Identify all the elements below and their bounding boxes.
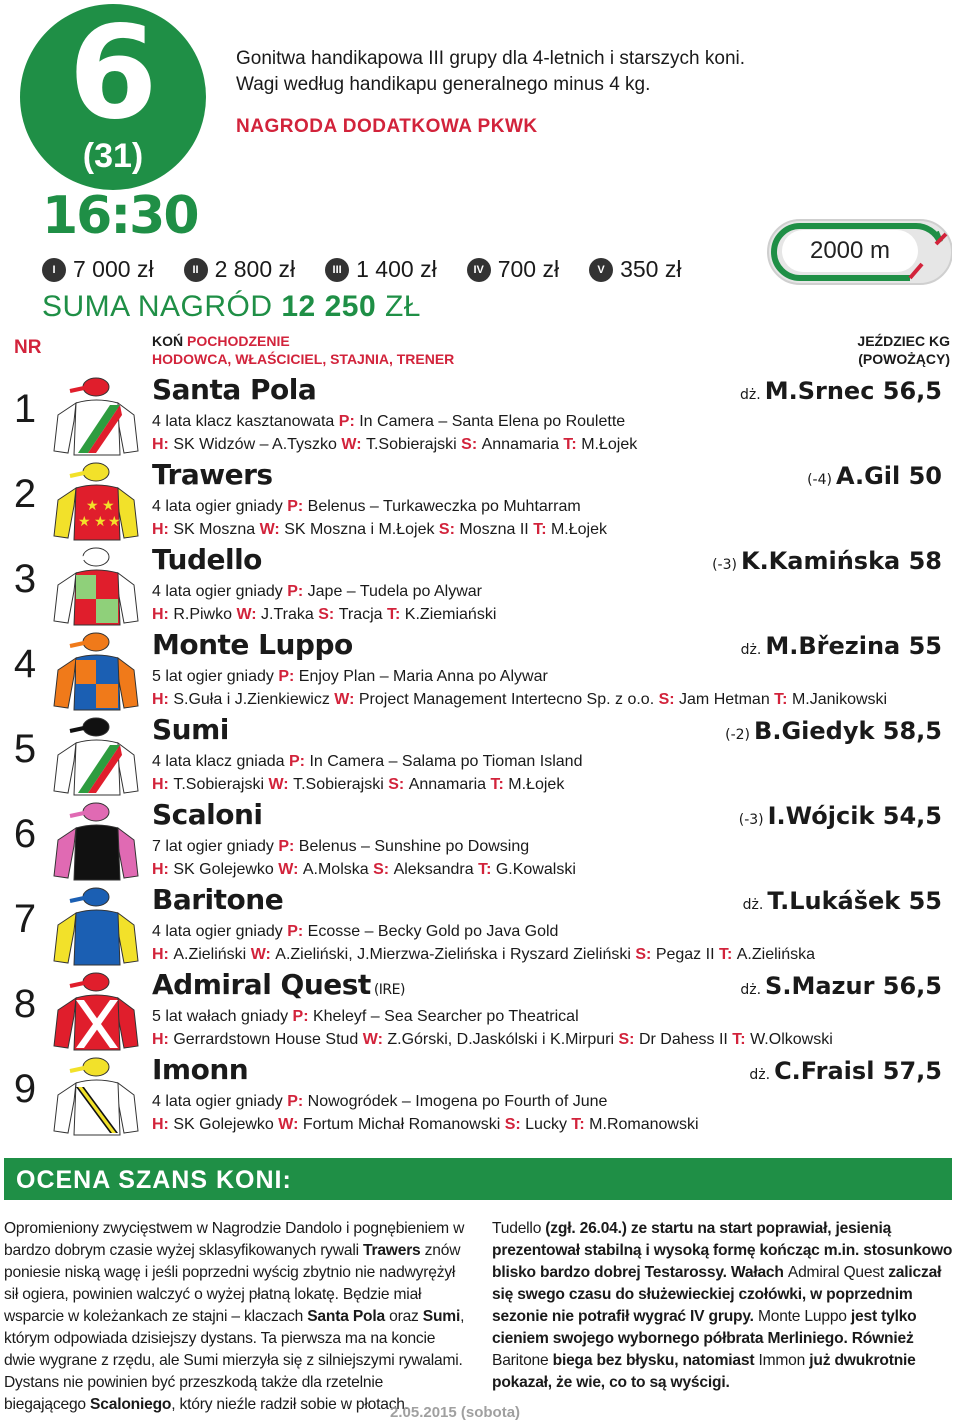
breeder: S.Guła i J.Zienkiewicz	[173, 691, 335, 708]
owner: SK Moszna i M.Łojek	[284, 521, 439, 538]
horse-name-text: Sumi	[152, 713, 229, 746]
pedigree: Ecosse – Becky Gold po Java Gold	[307, 923, 559, 940]
svg-text:★: ★	[86, 497, 99, 513]
horse-age-sex: 4 lata ogier gniady	[152, 1093, 288, 1110]
svg-text:★: ★	[94, 513, 107, 529]
sum-value: 12 250	[281, 290, 377, 323]
jockey-weight	[741, 632, 942, 660]
label-w: W:	[259, 521, 285, 538]
jockey-weight	[749, 1057, 942, 1085]
pedigree: In Camera – Santa Elena po Roulette	[359, 413, 626, 430]
header-jockey	[857, 332, 950, 368]
header-horse-line2: HODOWCA, WŁAŚCICIEL, STAJNIA, TRENER	[152, 351, 455, 367]
label-t: T:	[718, 946, 737, 963]
horse-name	[152, 713, 232, 746]
horse-name	[152, 458, 276, 491]
ocena-text: oraz	[384, 1308, 423, 1325]
horse-mention: już dwukrotnie pokazał, że wie, co to są wyścigi.	[492, 1352, 916, 1391]
runner-row	[0, 800, 960, 885]
jockey-silks-icon	[48, 970, 140, 1054]
horse-age-sex: 4 lata klacz gniada	[152, 753, 289, 770]
ocena-text: , którym odpowiada dzisiejszy dystans. Ta pierwsza ma na koncie dwie wygrane z rzędu, ale Sumi mierzyła się z silniejszymi rywalami. Dystans nie powinien być przeszkodą także dla rzetelnie biegającego	[4, 1308, 465, 1413]
stable: Pegaz II	[655, 946, 719, 963]
prize-5	[589, 256, 681, 283]
pedigree-line	[152, 413, 625, 431]
jockey-prefix: (-4)	[807, 472, 832, 488]
breeder: T.Sobierajski	[173, 776, 269, 793]
race-desc-line1: Gonitwa handikapowa III grupy dla 4-letnich i starszych koni.	[236, 48, 746, 69]
jockey-silks-icon	[48, 715, 140, 799]
jockey-weight	[743, 887, 942, 915]
trainer: M.Romanowski	[589, 1116, 699, 1133]
horse-name	[152, 798, 266, 831]
ocena-left-text	[4, 1218, 466, 1416]
horse-name-text: Baritone	[152, 883, 284, 916]
prize-value: 350 zł	[620, 256, 682, 282]
horse-age-sex: 7 lat ogier gniady	[152, 838, 279, 855]
runner-row	[0, 630, 960, 715]
roman-badge: III	[325, 258, 349, 282]
prize-4	[467, 256, 559, 283]
runner-row	[0, 1055, 960, 1140]
track-icon	[760, 214, 952, 290]
ocena-text: znów poniesie niską wagę i jeśli poprzedni wyścig zbytnio nie nadwyrężył sił ogiera, powinien walczyć o wyżej płatną lokatę. Będzie miał wsparcie w koleżankach ze stajni – klaczach	[4, 1242, 461, 1325]
horse-age-sex: 4 lata ogier gniady	[152, 923, 288, 940]
horse-mention: (zgł. 26.04.) ze startu na start poprawiał, jesienią prezentował stabilną i wysoką formę kończąc m.in. stosunkowo blisko bardzo dobrej Testarossy. Wałach	[492, 1220, 953, 1281]
runner-number: 7	[13, 897, 37, 941]
race-time: 16:30	[42, 186, 198, 246]
ocena-text: Monte Luppo	[757, 1308, 847, 1325]
jockey-prefix: dż.	[740, 982, 762, 998]
svg-text:★: ★	[108, 513, 121, 529]
runner-row	[0, 715, 960, 800]
owner-line	[152, 861, 576, 879]
owner: J.Traka	[261, 606, 319, 623]
header-nr: NR	[14, 337, 42, 358]
jockey-name: I.Wójcik 54,5	[767, 802, 942, 830]
label-w: W:	[362, 1031, 388, 1048]
header-horse-b: POCHODZENIE	[187, 333, 290, 349]
label-w: W:	[334, 691, 359, 708]
roman-badge: V	[589, 258, 613, 282]
pedigree-line	[152, 923, 558, 941]
breeder: A.Zieliński	[173, 946, 251, 963]
label-p: P:	[338, 413, 360, 430]
jockey-name: M.Březina 55	[765, 632, 942, 660]
ocena-text: Immon	[758, 1352, 806, 1369]
horse-age-sex: 4 lata klacz kasztanowata	[152, 413, 339, 430]
ocena-text: Tudello	[492, 1220, 542, 1237]
horse-name	[152, 628, 356, 661]
pedigree-line	[152, 498, 581, 516]
pedigree: Jape – Tudela po Alywar	[307, 583, 482, 600]
race-number: 6	[68, 0, 158, 148]
owner-line	[152, 946, 815, 964]
jockey-weight	[739, 802, 942, 830]
pedigree: Kheleyf – Sea Searcher po Theatrical	[312, 1008, 579, 1025]
roman-badge: I	[42, 258, 66, 282]
label-w: W:	[268, 776, 294, 793]
runner-number: 2	[13, 472, 37, 516]
label-s: S:	[388, 776, 409, 793]
ocena-text: Opromieniony zwycięstwem w Nagrodzie Dandolo i pognębieniem w bardzo dobrym czasie wyżej sklasyfikowanych rywali	[4, 1220, 465, 1259]
stable: Dr Dahess II	[638, 1031, 733, 1048]
stable: Aleksandra	[393, 861, 479, 878]
jockey-name: M.Srnec 56,5	[764, 377, 942, 405]
prize-value: 1 400 zł	[356, 256, 437, 282]
trainer: W.Olkowski	[750, 1031, 833, 1048]
trainer: K.Ziemiański	[404, 606, 497, 623]
jockey-weight	[712, 547, 942, 575]
jockey-weight	[740, 377, 942, 405]
runner-row	[0, 460, 960, 545]
label-t: T:	[732, 1031, 751, 1048]
runner-row	[0, 885, 960, 970]
horse-mention: jest tylko cieniem swojego wybornego półbrata Merliniego. Również	[492, 1308, 917, 1347]
ocena-text: Admiral Quest	[787, 1264, 885, 1281]
horse-name-text: Admiral Quest	[152, 968, 371, 1001]
stable: Jam Hetman	[679, 691, 775, 708]
breeder: SK Golejewko	[173, 1116, 279, 1133]
owner-line	[152, 606, 496, 624]
runner-number: 3	[13, 557, 37, 601]
label-t: T:	[533, 521, 551, 538]
owner: Fortum Michał Romanowski	[302, 1116, 505, 1133]
prize-3	[325, 256, 437, 283]
jockey-silks-icon	[48, 1055, 140, 1139]
label-s: S:	[618, 1031, 639, 1048]
label-h: H:	[152, 1031, 174, 1048]
horse-age-sex: 5 lat wałach gniady	[152, 1008, 293, 1025]
jockey-name: C.Fraisl 57,5	[774, 1057, 942, 1085]
jockey-prefix: (-2)	[725, 727, 751, 743]
jockey-name: K.Kamińska 58	[740, 547, 942, 575]
horse-age-sex: 4 lata ogier gniady	[152, 498, 288, 515]
horse-mention: biega bez błysku, natomiast	[548, 1352, 759, 1369]
owner-line	[152, 436, 637, 454]
label-w: W:	[341, 436, 366, 453]
runner-number: 6	[13, 812, 37, 856]
trainer: M.Janikowski	[791, 691, 888, 708]
label-s: S:	[635, 946, 656, 963]
horse-mention: zaliczał się swego czasu do służewieckiej czołówki, w poprzednim sezonie nie potrafił wygrać IV grupy.	[492, 1264, 942, 1325]
pedigree-line	[152, 668, 548, 686]
owner: T.Sobierajski	[365, 436, 462, 453]
race-number-badge	[20, 0, 206, 190]
runner-row	[0, 375, 960, 460]
horse-name	[152, 883, 286, 916]
runner-number: 8	[13, 982, 37, 1026]
horse-name	[152, 543, 265, 576]
label-p: P:	[288, 753, 310, 770]
label-s: S:	[461, 436, 482, 453]
jockey-silks-icon	[48, 545, 140, 629]
jockey-name: A.Gil 50	[835, 462, 942, 490]
horse-name	[152, 373, 319, 406]
label-h: H:	[152, 1116, 174, 1133]
pedigree: Belenus – Sunshine po Dowsing	[298, 838, 530, 855]
horse-mention: Trawers	[362, 1242, 421, 1259]
ocena-text: Baritone	[492, 1352, 549, 1369]
race-description	[236, 46, 745, 98]
header-horse-a: KOŃ	[152, 333, 184, 349]
horse-name	[152, 968, 405, 1001]
prize-2	[184, 256, 296, 283]
label-p: P:	[278, 668, 299, 685]
label-h: H:	[152, 521, 174, 538]
label-h: H:	[152, 776, 174, 793]
sum-label: SUMA NAGRÓD	[42, 290, 273, 323]
label-s: S:	[438, 521, 460, 538]
label-w: W:	[236, 606, 262, 623]
runner-number: 4	[13, 642, 37, 686]
runner-number: 5	[13, 727, 37, 771]
owner-line	[152, 521, 607, 539]
label-t: T:	[563, 436, 582, 453]
horse-mention: Sumi	[422, 1308, 461, 1325]
label-s: S:	[318, 606, 339, 623]
svg-text:★: ★	[78, 513, 91, 529]
jockey-prefix: dż.	[742, 897, 764, 913]
race-desc-line2: Wagi według handikapu generalnego minus 4 kg.	[236, 74, 651, 95]
jockey-prefix: dż.	[740, 387, 761, 403]
horse-mention: Scaloniego	[90, 1396, 172, 1413]
horse-age-sex: 4 lata ogier gniady	[152, 583, 288, 600]
label-w: W:	[278, 861, 303, 878]
horse-name-text: Tudello	[152, 543, 262, 576]
stable: Annamaria	[481, 436, 564, 453]
breeder: R.Piwko	[173, 606, 237, 623]
prize-list	[42, 256, 711, 283]
label-h: H:	[152, 861, 174, 878]
breeder: SK Widzów – A.Tyszko	[173, 436, 342, 453]
jockey-silks-icon	[48, 375, 140, 459]
prize-value: 7 000 zł	[73, 256, 154, 282]
jockey-prefix: dż.	[740, 642, 762, 658]
label-t: T:	[490, 776, 509, 793]
owner-line	[152, 776, 564, 794]
label-t: T:	[478, 861, 496, 878]
header-jockey2: (POWOŻĄCY)	[858, 351, 950, 367]
label-p: P:	[287, 498, 308, 515]
runner-row	[0, 970, 960, 1055]
owner-line	[152, 691, 887, 709]
jockey-weight	[807, 462, 942, 490]
bonus-prize: NAGRODA DODATKOWA PKWK	[236, 116, 538, 137]
prize-value: 2 800 zł	[214, 256, 296, 282]
pedigree-line	[152, 1008, 579, 1026]
owner: A.Molska	[302, 861, 374, 878]
sum-unit: ZŁ	[384, 290, 421, 323]
distance-text: 2000 m	[809, 237, 891, 264]
pedigree: Enjoy Plan – Maria Anna po Alywar	[298, 668, 548, 685]
ocena-title: OCENA SZANS KONI:	[16, 1166, 292, 1194]
label-p: P:	[278, 838, 299, 855]
prize-value: 700 zł	[497, 256, 560, 282]
horse-age-sex: 5 lat ogier gniady	[152, 668, 279, 685]
header-horse	[152, 332, 454, 368]
jockey-name: B.Giedyk 58,5	[754, 717, 942, 745]
owner: Z.Górski, D.Jaskólski i K.Mirpuri	[387, 1031, 619, 1048]
stable: Moszna II	[459, 521, 534, 538]
trainer: M.Łojek	[550, 521, 607, 538]
trainer: M.Łojek	[508, 776, 565, 793]
prize-1	[42, 256, 154, 283]
stable: Lucky	[525, 1116, 572, 1133]
header-jockey1: JEŹDZIEC KG	[857, 333, 950, 349]
horse-name-text: Trawers	[152, 458, 273, 491]
horse-name-text: Santa Pola	[152, 373, 317, 406]
label-p: P:	[292, 1008, 313, 1025]
label-h: H:	[152, 946, 174, 963]
horse-name-text: Scaloni	[152, 798, 263, 831]
breeder: SK Moszna	[173, 521, 260, 538]
label-t: T:	[774, 691, 792, 708]
jockey-name: T.Lukášek 55	[767, 887, 942, 915]
race-subnumber: (31)	[82, 137, 144, 175]
horse-name	[152, 1053, 251, 1086]
horse-name-text: Monte Luppo	[152, 628, 353, 661]
label-s: S:	[373, 861, 394, 878]
label-p: P:	[287, 923, 308, 940]
svg-text:★: ★	[102, 497, 115, 513]
runner-row	[0, 545, 960, 630]
roman-badge: IV	[467, 258, 491, 282]
owner-line	[152, 1116, 699, 1134]
pedigree: In Camera – Salama po Tioman Island	[309, 753, 583, 770]
pedigree-line	[152, 583, 482, 601]
label-s: S:	[658, 691, 680, 708]
pedigree: Belenus – Turkaweczka po Muhtarram	[307, 498, 581, 515]
label-w: W:	[278, 1116, 303, 1133]
runner-number: 1	[13, 387, 37, 431]
jockey-prefix: (-3)	[738, 812, 764, 828]
label-t: T:	[571, 1116, 590, 1133]
ocena-text: , który nieźle radził sobie w płotach.	[171, 1396, 409, 1413]
label-h: H:	[152, 606, 174, 623]
label-t: T:	[387, 606, 405, 623]
ocena-right-text	[492, 1218, 956, 1394]
jockey-silks-icon	[48, 885, 140, 969]
owner: A.Zieliński, J.Mierzwa-Zielińska i Ryszard Zieliński	[275, 946, 636, 963]
label-p: P:	[287, 583, 308, 600]
horse-suffix: (IRE)	[373, 982, 405, 998]
prize-sum	[42, 290, 421, 324]
breeder: SK Golejewko	[173, 861, 279, 878]
label-h: H:	[152, 436, 174, 453]
jockey-silks-icon	[48, 630, 140, 714]
breeder: Gerrardstown House Stud	[173, 1031, 363, 1048]
label-h: H:	[152, 691, 174, 708]
runner-number: 9	[13, 1067, 37, 1111]
footer-date: 2.05.2015 (sobota)	[390, 1404, 521, 1421]
stable: Tracja	[338, 606, 388, 623]
stable: Annamaria	[408, 776, 491, 793]
owner: T.Sobierajski	[293, 776, 389, 793]
horse-mention: Santa Pola	[307, 1308, 385, 1325]
label-w: W:	[250, 946, 276, 963]
jockey-silks-icon	[48, 460, 140, 544]
pedigree-line	[152, 1093, 607, 1111]
pedigree-line	[152, 838, 529, 856]
pedigree-line	[152, 753, 582, 771]
trainer: M.Łojek	[581, 436, 638, 453]
owner-line	[152, 1031, 833, 1049]
jockey-weight	[725, 717, 942, 745]
roman-badge: II	[184, 258, 208, 282]
label-p: P:	[287, 1093, 308, 1110]
jockey-prefix: dż.	[749, 1067, 771, 1083]
jockey-name: S.Mazur 56,5	[765, 972, 942, 1000]
horse-name-text: Imonn	[152, 1053, 249, 1086]
trainer: A.Zielińska	[736, 946, 815, 963]
owner: Project Management Intertecno Sp. z o.o.	[358, 691, 659, 708]
trainer: G.Kowalski	[495, 861, 576, 878]
jockey-weight	[740, 972, 942, 1000]
jockey-silks-icon	[48, 800, 140, 884]
jockey-prefix: (-3)	[712, 557, 737, 573]
pedigree: Nowogródek – Imogena po Fourth of June	[307, 1093, 608, 1110]
label-s: S:	[504, 1116, 526, 1133]
